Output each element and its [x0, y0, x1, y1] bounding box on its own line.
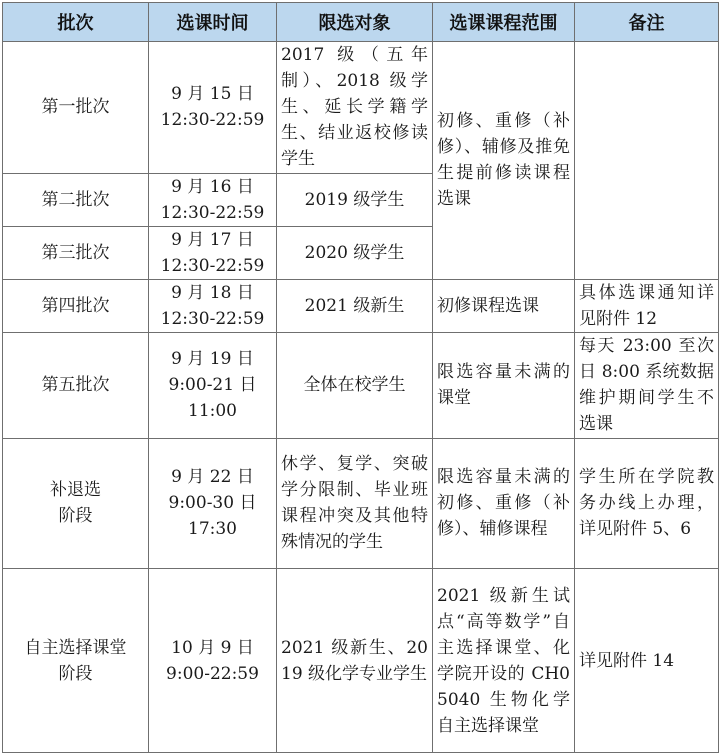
time-cell: 9 月 15 日 12:30-22:59	[149, 42, 277, 174]
scope-cell: 限选容量未满的初修、重修（补修）、辅修课程	[433, 438, 575, 569]
time-cell: 9 月 18 日 12:30-22:59	[149, 279, 277, 332]
batch-cell: 第四批次	[3, 279, 149, 332]
time-cell: 10 月 9 日 9:00-22:59	[149, 569, 277, 753]
batch-cell: 第三批次	[3, 226, 149, 279]
scope-cell: 2021 级新生试点“高等数学”自主选择课堂、化学院开设的 CH05040 生物化学自主选择课堂	[433, 569, 575, 753]
time-cell: 9 月 17 日 12:30-22:59	[149, 226, 277, 279]
table-row	[3, 333, 719, 438]
note-cell: 学生所在学院教务办线上办理，详见附件 5、6	[575, 438, 719, 569]
scope-cell: 初修、重修（补修）、辅修及推免生提前修读课程选课	[433, 42, 575, 280]
note-cell: 具体选课通知详见附件 12	[575, 279, 719, 332]
header-batch: 批次	[3, 3, 149, 42]
target-cell: 全体在校学生	[277, 333, 433, 438]
target-cell: 休学、复学、突破学分限制、毕业班课程冲突及其他特殊情况的学生	[277, 438, 433, 569]
batch-cell: 第五批次	[3, 333, 149, 438]
target-cell: 2017 级（五年制）、2018 级学生、延长学籍学生、结业返校修读学生	[277, 42, 433, 174]
time-cell: 9 月 19 日 9:00-21 日 11:00	[149, 333, 277, 438]
batch-cell: 第一批次	[3, 42, 149, 174]
target-cell: 2020 级学生	[277, 226, 433, 279]
note-cell	[575, 42, 719, 280]
header-target: 限选对象	[277, 3, 433, 42]
header-note: 备注	[575, 3, 719, 42]
time-cell: 9 月 16 日 12:30-22:59	[149, 173, 277, 226]
table-row	[3, 42, 719, 174]
header-time: 选课时间	[149, 3, 277, 42]
table-header-row	[3, 3, 719, 42]
batch-cell: 第二批次	[3, 173, 149, 226]
table-row	[3, 438, 719, 569]
table-row	[3, 279, 719, 332]
course-selection-schedule-table	[2, 2, 719, 753]
target-cell: 2021 级新生	[277, 279, 433, 332]
target-cell: 2019 级学生	[277, 173, 433, 226]
scope-cell: 初修课程选课	[433, 279, 575, 332]
note-cell: 每天 23:00 至次日 8:00 系统数据维护期间学生不选课	[575, 333, 719, 438]
note-cell: 详见附件 14	[575, 569, 719, 753]
batch-cell: 自主选择课堂 阶段	[3, 569, 149, 753]
table-row	[3, 569, 719, 753]
batch-cell: 补退选 阶段	[3, 438, 149, 569]
scope-cell: 限选容量未满的课堂	[433, 333, 575, 438]
header-scope: 选课课程范围	[433, 3, 575, 42]
time-cell: 9 月 22 日 9:00-30 日 17:30	[149, 438, 277, 569]
target-cell: 2021 级新生、2019 级化学专业学生	[277, 569, 433, 753]
